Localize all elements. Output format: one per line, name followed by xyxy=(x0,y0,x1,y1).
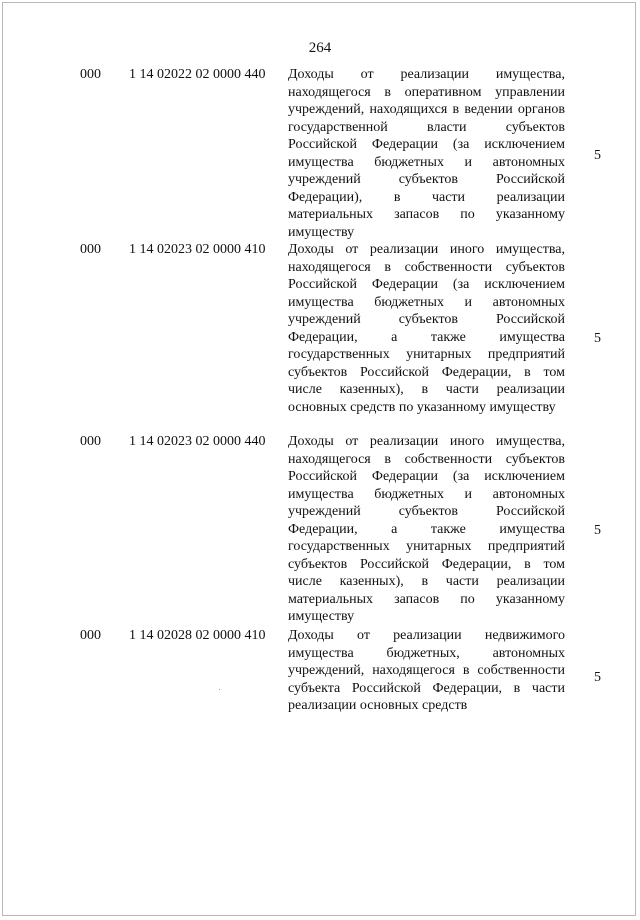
kbk-code: 1 14 02023 02 0000 410 xyxy=(129,242,266,257)
scan-speck xyxy=(219,689,220,690)
normative-value: 5 xyxy=(594,331,601,346)
kbk-code: 1 14 02023 02 0000 440 xyxy=(129,434,266,449)
income-description: Доходы от реализации имущества, находящегося в оперативном управлении учреждений, находящихся в ведении органов государственной власти субъектов Российской Федерации (за исключением имущества бюджетных и автономных учреждений субъектов Российской Федерации), в части реализации материальных запасов по указанному имуществу xyxy=(288,67,565,240)
income-description: Доходы от реализации недвижимого имущества бюджетных, автономных учреждений, находящегося в собственности субъекта Российской Федерации, в части реализации основных средств xyxy=(288,628,565,713)
normative-value: 5 xyxy=(594,670,601,685)
kbk-code: 1 14 02022 02 0000 440 xyxy=(129,67,266,82)
admin-code: 000 xyxy=(80,67,101,82)
admin-code: 000 xyxy=(80,628,101,643)
normative-value: 5 xyxy=(594,148,601,163)
income-description: Доходы от реализации иного имущества, находящегося в собственности субъектов Российской Федерации (за исключением имущества бюджетных и автономных учреждений субъектов Российской Федерации, а также имущества государственных унитарных предприятий субъектов Российской Федерации, в том числе казенных), в части реализации материальных запасов по указанному имуществу xyxy=(288,434,565,624)
kbk-code: 1 14 02028 02 0000 410 xyxy=(129,628,266,643)
page-number: 264 xyxy=(308,40,332,56)
admin-code: 000 xyxy=(80,242,101,257)
normative-value: 5 xyxy=(594,523,601,538)
admin-code: 000 xyxy=(80,434,101,449)
income-description: Доходы от реализации иного имущества, находящегося в собственности субъектов Российской Федерации (за исключением имущества бюджетных и автономных учреждений субъектов Российской Федерации, а также имущества государственных унитарных предприятий субъектов Российской Федерации, в том числе казенных), в части реализации основных средств по указанному имуществу xyxy=(288,242,565,415)
